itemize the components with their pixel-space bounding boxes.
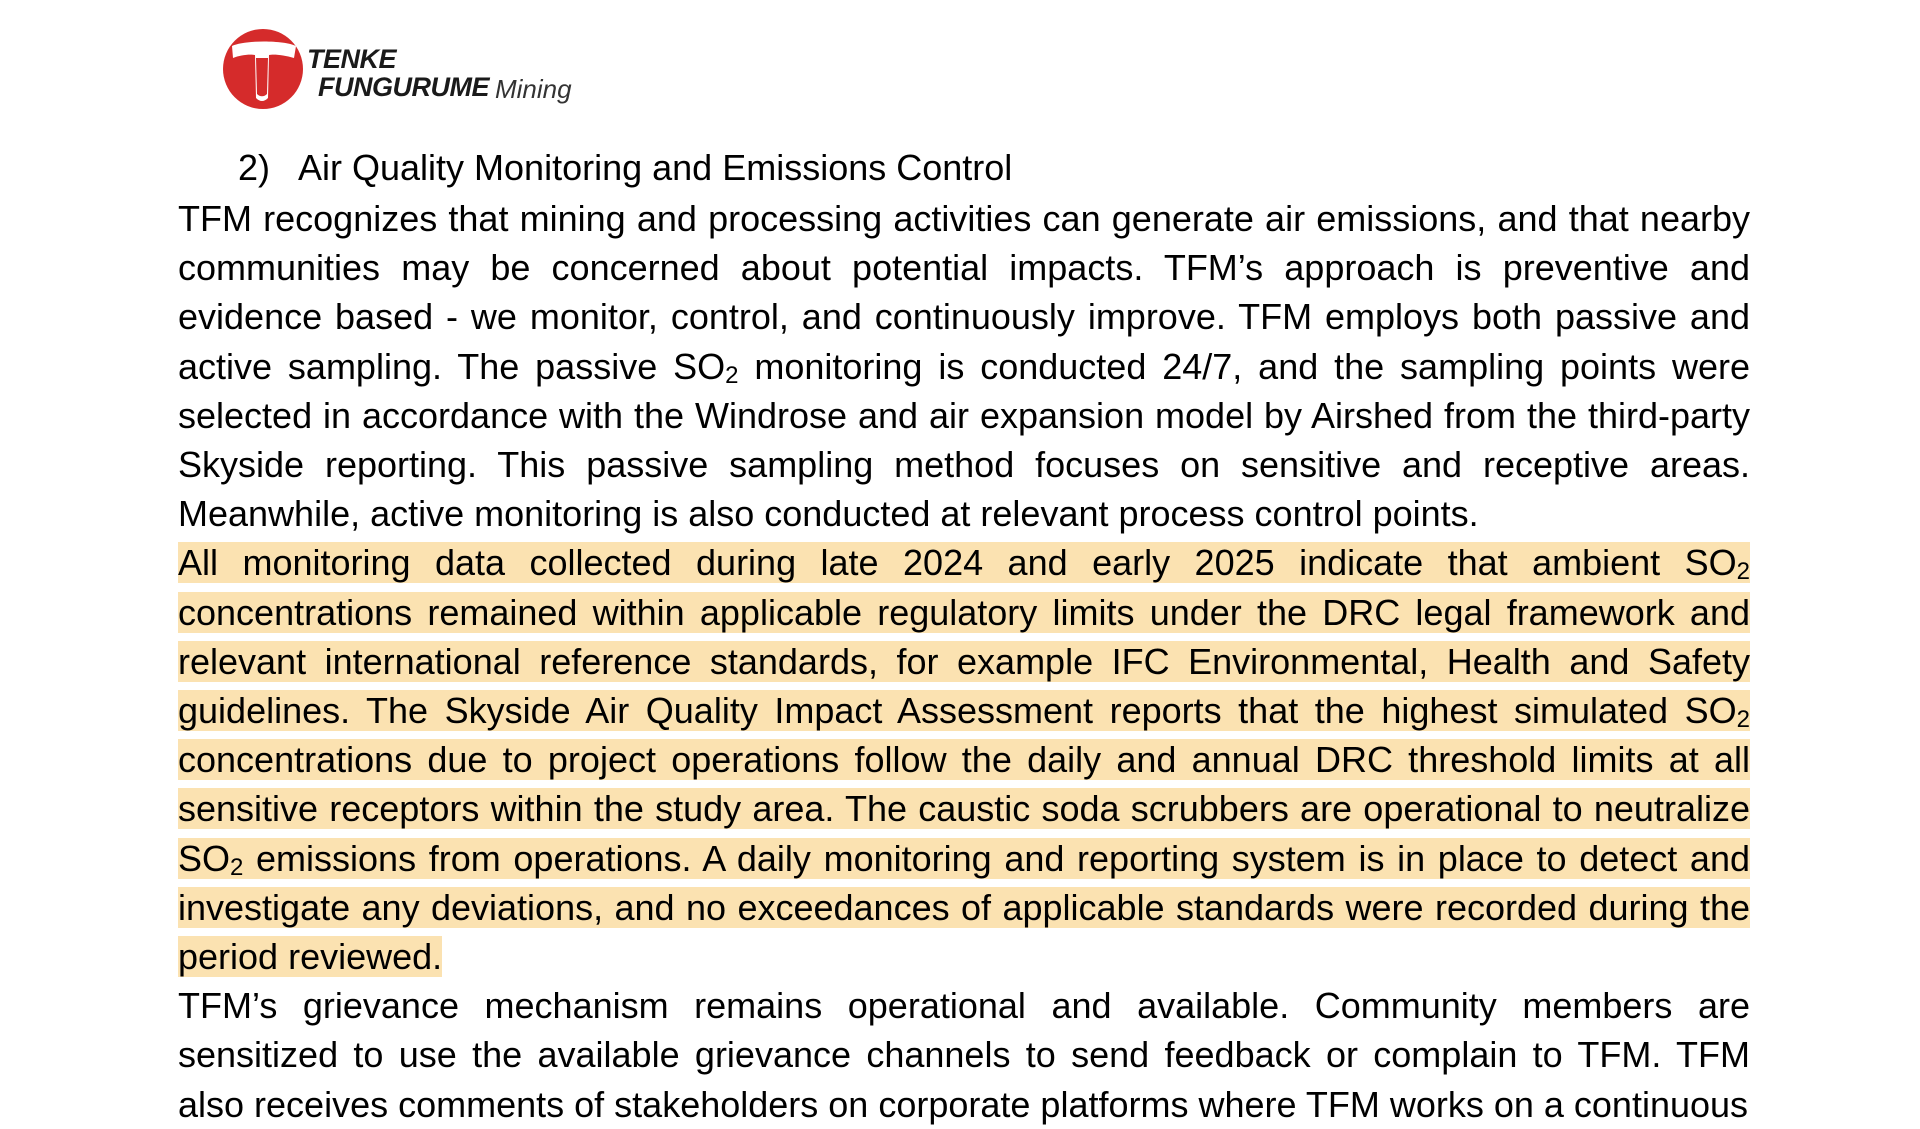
paragraph-intro-text-1: TFM recognizes that mining and processing activities can generate air emissions, and that nearby communities may be concerned about potential impacts. TFM’s approach is preventive and evidence based - we monitor, control, and continuously improve. TFM employs both passive and active sampling. The passive SO <box>178 198 1750 387</box>
logo-mark-icon <box>222 28 304 110</box>
paragraph-highlighted-text-2: concentrations remained within applicable regulatory limits under the DRC legal framework and relevant international reference standards, for example IFC Environmental, Health and Safety guidelines. The Skyside Air Quality Impact Assessment reports that the highest simulated SO <box>178 591 1750 732</box>
section-heading <box>238 146 1012 190</box>
paragraph-highlighted <box>178 538 1750 981</box>
company-logo <box>222 28 582 112</box>
paragraph-highlighted-text-3: concentrations due to project operations follow the daily and annual DRC threshold limits at all sensitive receptors within the study area. The caustic soda scrubbers are operational to neutralize SO <box>178 739 1750 879</box>
paragraph-intro <box>178 194 1750 538</box>
so2-subscript: 2 <box>230 853 244 881</box>
so2-subscript: 2 <box>1736 558 1750 586</box>
section-title: Air Quality Monitoring and Emissions Control <box>298 147 1013 188</box>
paragraph-highlighted-text-4: emissions from operations. A daily monitoring and reporting system is in place to detect and investigate any deviations, and no exceedances of applicable standards were recorded during the period reviewed. <box>178 837 1750 978</box>
so2-subscript: 2 <box>725 361 739 389</box>
logo-text-fungurume: FUNGURUME <box>318 72 489 102</box>
document-body <box>178 194 1750 1129</box>
paragraph-grievance: TFM’s grievance mechanism remains operational and available. Community members are sensitized to use the available grievance channels to send feedback or complain to TFM. TFM also receives comments of stakeholders on corporate platforms where TFM works on a continuous <box>178 985 1750 1125</box>
paragraph-intro-text-2: monitoring is conducted 24/7, and the sampling points were selected in accordance with the Windrose and air expansion model by Airshed from the third-party Skyside reporting. This passive sampling method focuses on sensitive and receptive areas. Meanwhile, active monitoring is also conducted at relevant process control points. <box>178 345 1750 535</box>
so2-subscript: 2 <box>1736 706 1750 734</box>
paragraph-highlighted-text-1: All monitoring data collected during late 2024 and early 2025 indicate that ambient SO <box>178 542 1737 584</box>
logo-text-mining: Mining <box>495 74 572 104</box>
logo-text-tenke: TENKE <box>307 44 397 74</box>
section-number: 2) <box>238 147 271 188</box>
highlighted-text <box>178 542 1750 977</box>
